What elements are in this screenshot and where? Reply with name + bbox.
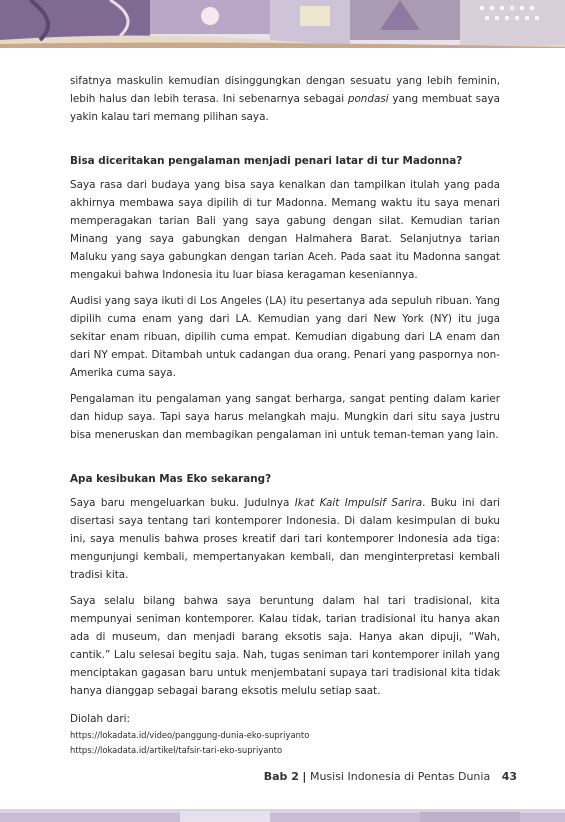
- page-number: 43: [501, 770, 517, 783]
- source-link-1[interactable]: https://lokadata.id/video/panggung-dunia-eko-supriyanto: [70, 730, 310, 740]
- chapter-title: Musisi Indonesia di Pentas Dunia: [309, 770, 491, 783]
- book-title: Ikat Kait Impulsif Sarira: [294, 497, 423, 509]
- paragraph-madonna-2: Audisi yang saya ikuti di Los Angeles (LA) itu pesertanya ada sepuluh ribuan. Yang dipilih cuma enam yang dari LA. Kemudian yang dari New York (NY) itu juga sekitar enam ribuan, dipilih cuma empat. Kemudian digabung dari LA enam dan dari NY empat. Ditambah untuk cadangan dua orang. Penari yang paspornya non-Amerika cuma saya.: [70, 295, 500, 379]
- question-madonna: Bisa diceritakan pengalaman menjadi penari latar di tur Madonna?: [70, 155, 463, 167]
- footer-separator: |: [302, 770, 307, 783]
- paragraph-contemporary: Saya selalu bilang bahwa saya beruntung dalam hal tari tradisional, kita mempunyai seniman kontemporer. Kalau tidak, tarian tradisional itu hanya akan ada di museum, dan menjadi barang eksotis saja. Hanya akan dipuji, “Wah, cantik.” Lalu selesai begitu saja. Nah, tugas seniman tari kontemporer inilah yang menciptakan gagasan baru untuk menjembatani supaya tari tradisional kita tidak hanya dianggap sebagai barang eksotis melulu setiap saat.: [70, 595, 500, 697]
- article-body: [70, 72, 500, 758]
- emphasis-pondasi: pondasi: [347, 93, 389, 105]
- question-activities: Apa kesibukan Mas Eko sekarang?: [70, 473, 272, 485]
- chapter-label: Bab 2: [263, 770, 299, 783]
- paragraph-madonna-1: Saya rasa dari budaya yang bisa saya kenalkan dan tampilkan itulah yang pada akhirnya membawa saya dipilih di tur Madonna. Memang waktu itu saya menari memperagakan tarian Bali yang saya gabung dengan silat. Kemudian tarian Minang yang saya gabungkan dengan Halmahera Barat. Selanjutnya tarian Maluku yang saya gabungkan dengan tarian Aceh. Pada saat itu Madonna sangat mengakui bahwa Indonesia itu luar biasa keragaman keseniannya.: [70, 179, 500, 281]
- paragraph-intro: sifatnya maskulin kemudian disinggungkan dengan sesuatu yang lebih feminin, lebih halus dan lebih terasa. Ini sebenarnya sebagai pondasi yang membuat saya yakin kalau tari memang pilihan saya.: [70, 75, 500, 123]
- paragraph-book: Saya baru mengeluarkan buku. Judulnya Ikat Kait Impulsif Sarira. Buku ini dari disertasi saya tentang tari kontemporer Indonesia. Di dalam kesimpulan di buku ini, saya menulis bahwa proses kreatif dari tari kontemporer Indonesia ada tiga: mengunjungi kembali, mempertanyakan kembali, dan menginterpretasi kembali tradisi kita.: [70, 497, 500, 581]
- header-illustration: [0, 0, 565, 48]
- paragraph-madonna-3: Pengalaman itu pengalaman yang sangat berharga, sangat penting dalam karier dan hidup saya. Tapi saya harus melangkah maju. Mungkin dari situ saya justru bisa meneruskan dan membagikan pengalaman ini untuk teman-teman yang lain.: [70, 393, 500, 441]
- footer-illustration: [0, 808, 565, 822]
- source-label: Diolah dari:: [70, 713, 131, 725]
- page-footer: [264, 770, 517, 783]
- source-link-2[interactable]: https://lokadata.id/artikel/tafsir-tari-eko-supriyanto: [70, 745, 283, 755]
